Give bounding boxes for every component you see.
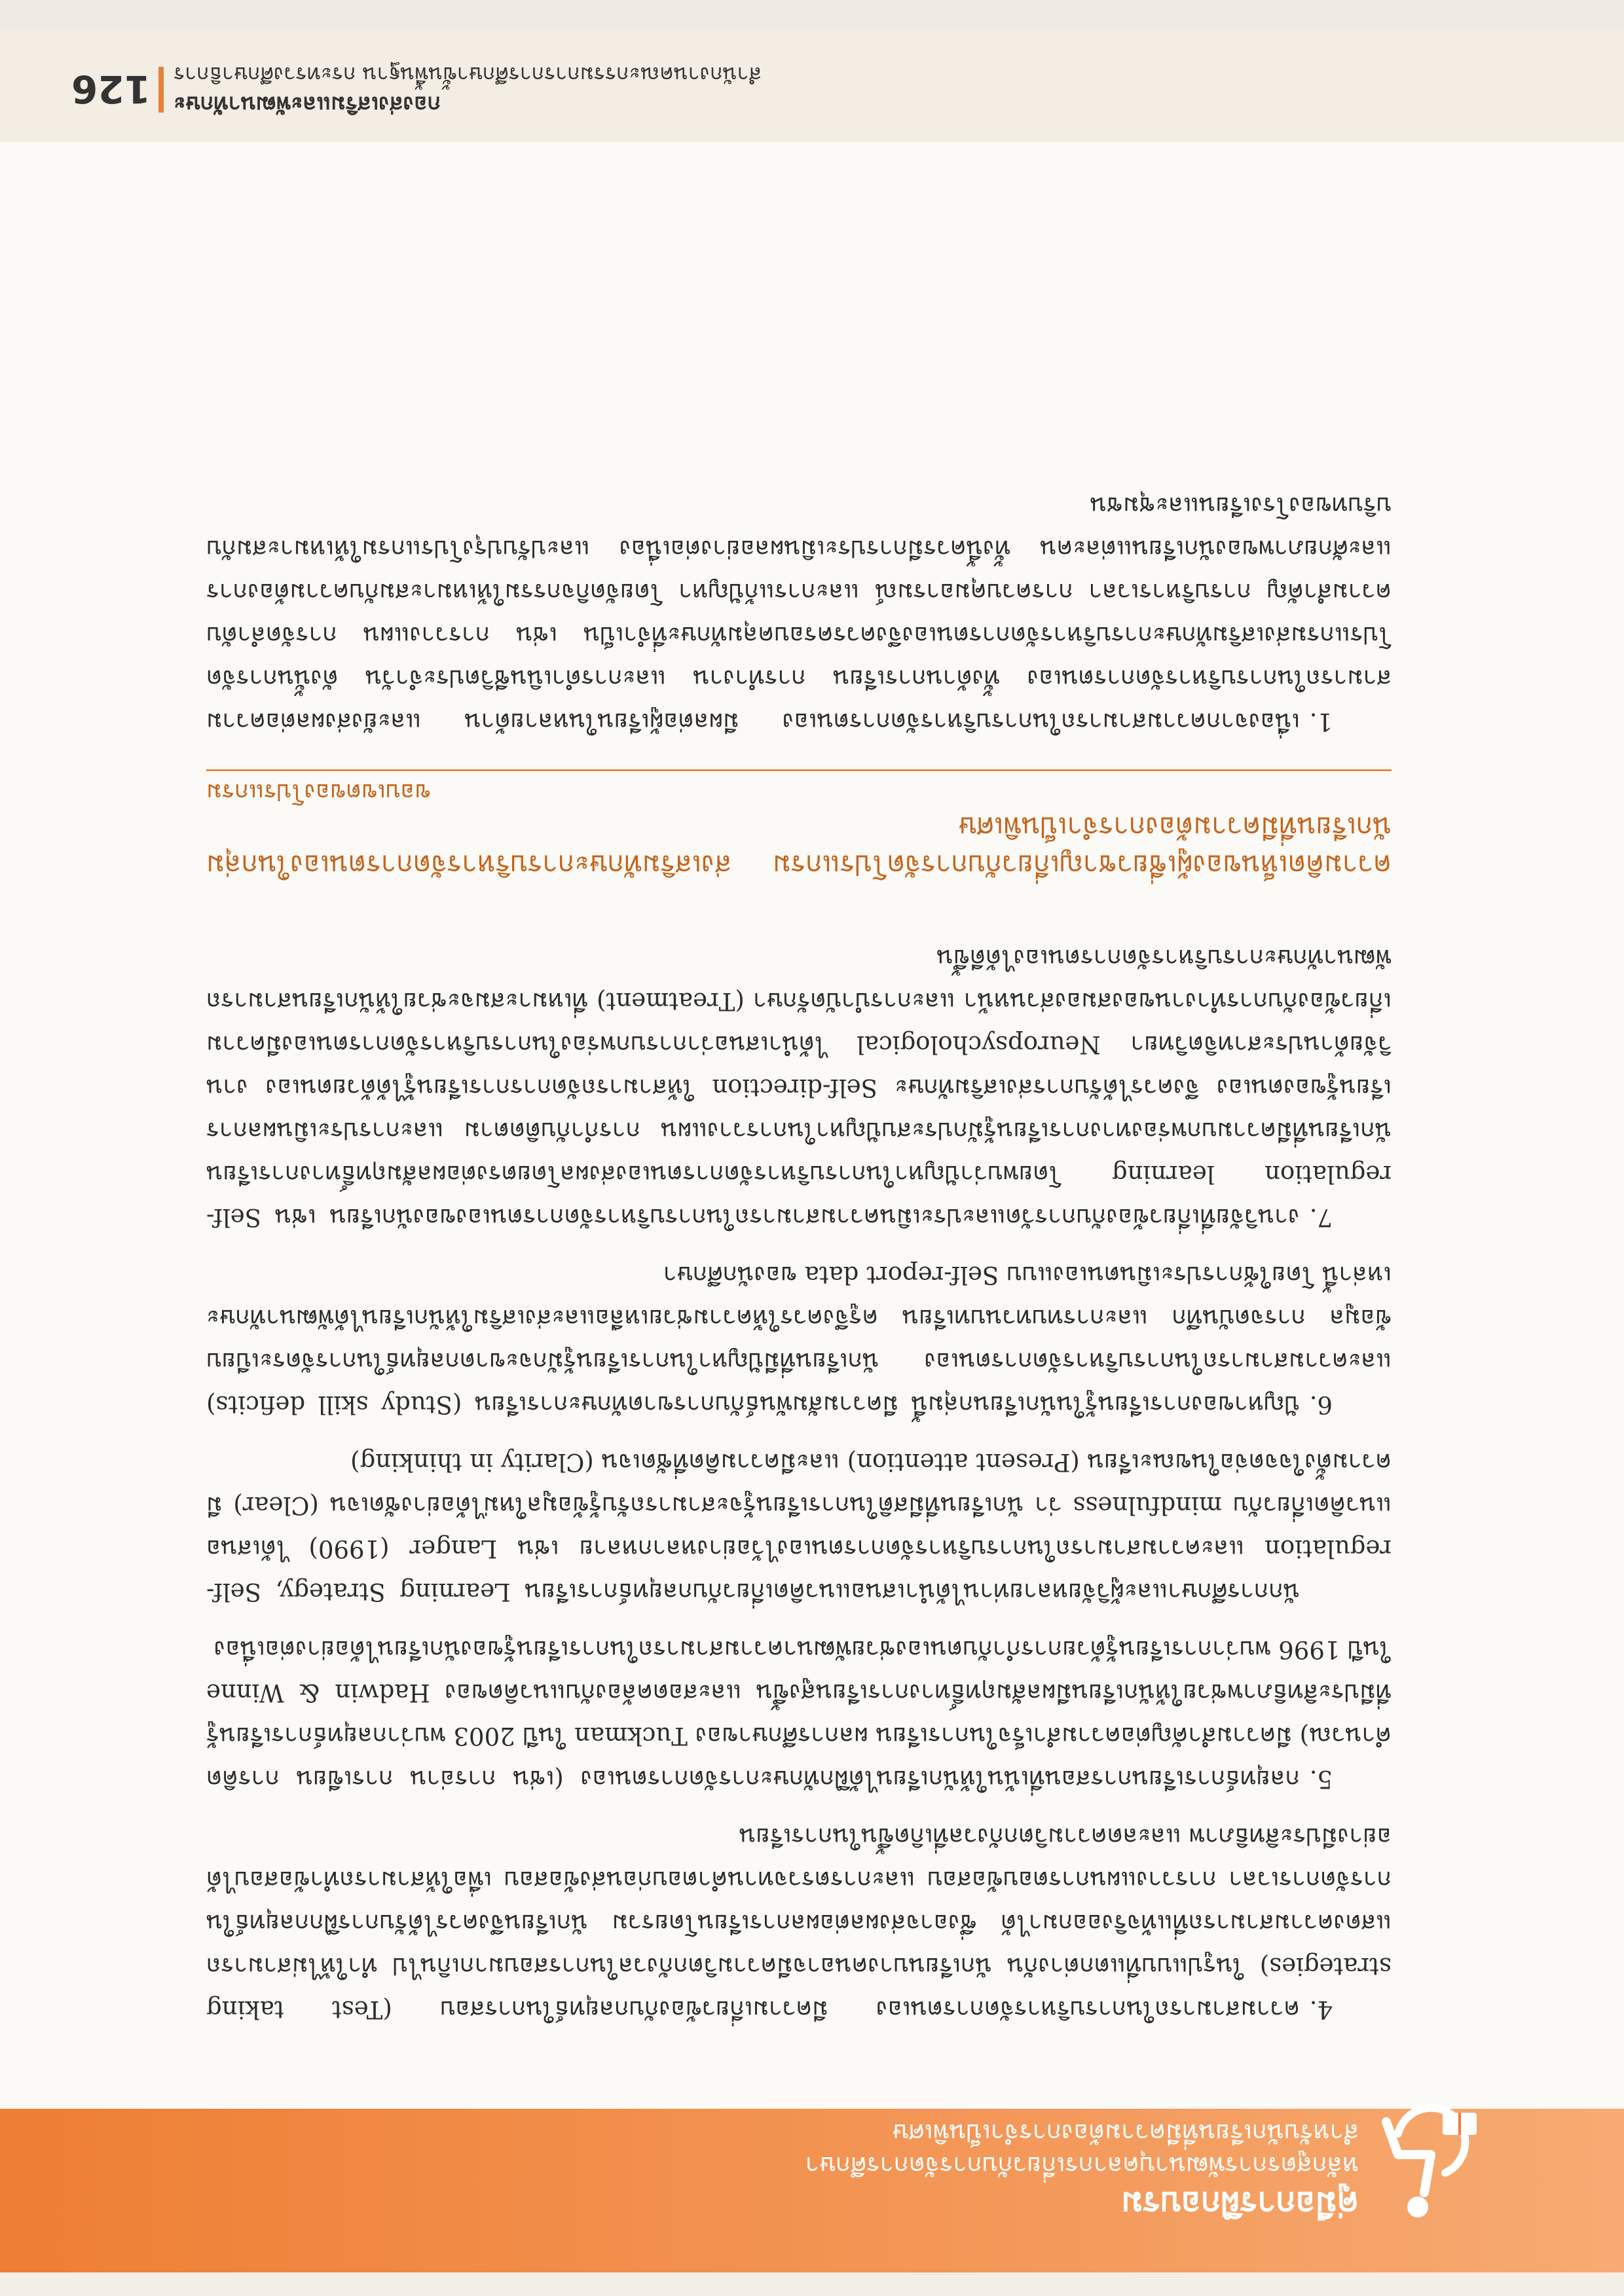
- paragraph-number: 7.: [1309, 1203, 1333, 1231]
- footer-divider: [158, 67, 164, 113]
- paragraph-number: 1.: [1309, 708, 1333, 736]
- paragraph: [206, 1815, 1392, 2031]
- paragraph: [206, 1253, 1392, 1426]
- paragraph-number: 4.: [1309, 1995, 1333, 2024]
- paragraph-text: ความสามารถในการบริหารจัดการตนเอง มีความเกี่ยวข้องกับกลยุทธ์ในการสอบ (Test taking strategies) ในรูปแบบที่แตกต่างกัน นักเรียนบางคนอาจมีความวิตกกังวลในการสอบมากเกินไป ทำให้ไม่สามารถแสดงความสามารถที่แท้จริงออกมาได้ ซึ่งอาจส่งผลต่อผลการเรียนโดยรวม นักเรียนจึงควรได้รับการฝึกกลยุทธ์ในการจัดการเวลา การวางแผนการตอบข้อสอบ และการตรวจทานคำตอบก่อนส่งข้อสอบ เพื่อให้สามารถทำข้อสอบได้อย่างมีประสิทธิภาพ และลดความวิตกกังวลที่เกิดขึ้นในการเรียน: [206, 1823, 1392, 2024]
- paragraph-text: เนื่องจากความสามารถในการบริหารจัดการตนเอง มีผลต่อผู้เรียนในหลายด้าน และยังส่งผลต่อความสามารถในการบริหารจัดการตนเอง ทั้งด้านการเรียน การทำงาน และการดำเนินชีวิตประจำวัน ดังนั้นการจัดโปรแกรมส่งเสริมทักษะการบริหารจัดการตนเองจึงควรครอบคลุมทักษะที่จำเป็น เช่น การวางแผน การจัดลำดับความสำคัญ การบริหารเวลา การควบคุมอารมณ์ และการแก้ปัญหา โดยจัดกิจกรรมให้เหมาะสมกับความต้องการและศักยภาพของนักเรียนแต่ละคน ทั้งนี้ควรมีการประเมินผลอย่างต่อเนื่อง และปรับปรุงโปรแกรมให้เหมาะสมกับบริบทของโรงเรียนและชุมชน: [206, 492, 1392, 736]
- wheelchair-book-logo-icon: [1365, 2102, 1496, 2233]
- page-number: 126: [71, 67, 151, 111]
- paragraph-number: 6.: [1309, 1391, 1333, 1419]
- paragraph-text: นักการศึกษาและผู้วิจัยหลายท่านได้นำเสนอแนวคิดเกี่ยวกับกลยุทธ์การเรียน Learning Strategy, Self-regulation และความสามารถในการบริหารจัดการตนเองไว้อย่างหลากหลาย เช่น Langer (1990) ได้เสนอแนวคิดเกี่ยวกับ mindfulness ว่า นักเรียนที่มีสติในการเรียนรู้จะสามารถรับรู้ข้อมูลใหม่ได้อย่างชัดเจน (Clear) มีความตั้งใจจดจ่อในขณะเรียน (Present attention) และมีความคิดที่ชัดเจน (Clarity in thinking): [206, 1448, 1392, 1606]
- header-text-block: [573, 2117, 1359, 2225]
- section-divider: [206, 769, 1392, 771]
- footer-text-block: [174, 60, 815, 119]
- body-text: [206, 469, 1392, 2031]
- paragraph: [206, 936, 1392, 1239]
- header-subtitle: หลักสูตรการพัฒนาบุคลากรเกี่ยวกับการจัดการศึกษา: [805, 2151, 1359, 2180]
- footer-organization: กองส่งเสริมและพัฒนาทักษะ: [174, 91, 441, 117]
- paragraph-text: กลยุทธ์การเรียนการสอนที่เน้นให้นักเรียนได้ฝึกทักษะการจัดการตนเอง (เช่น การอ่าน การเขียน การคิดคำนวณ) มีความสำคัญต่อความสำเร็จในการเรียน ผลการศึกษาของ Tuckman ในปี 2003 พบว่ากลยุทธ์การเรียนรู้ที่มีประสิทธิภาพช่วยให้นักเรียนมีผลสัมฤทธิ์ทางการเรียนสูงขึ้น และสอดคล้องกับแนวคิดของ Hadwin & Winne ในปี 1996 พบว่าการเรียนรู้ด้วยการกำกับตนเองช่วยพัฒนาความสามารถในการเรียนรู้ของนักเรียนได้อย่างต่อเนื่อง: [206, 1635, 1392, 1793]
- header-subtitle-2: สำหรับนักเรียนที่มีความต้องการจำเป็นพิเศษ: [892, 2119, 1359, 2147]
- paragraph: [206, 1440, 1392, 1613]
- paragraph-text: งานวิจัยที่เกี่ยวข้องกับการวัดและประเมินความสามารถในการบริหารจัดการตนเองของนักเรียน เช่น Self-regulation learning โดยพบว่าปัญหาในการบริหารจัดการตนเองส่งผลโดยตรงต่อผลสัมฤทธิ์ทางการเรียน นักเรียนที่มีความบกพร่องทางการเรียนรู้มักประสบปัญหาในการวางแผน การกำกับติดตาม และการประเมินผลการเรียนรู้ของตนเอง จึงควรได้รับการส่งเสริมทักษะ Self-direction ให้สามารถจัดการการเรียนรู้ได้ด้วยตนเอง งานวิจัยด้านประสาทจิตวิทยา Neuropsychological ได้นำเสนอว่าการบกพร่องในการบริหารจัดการตนเองมีความเกี่ยวข้องกับการทำงานของสมองส่วนหน้า และการบำบัดรักษา (Treatment) ที่เหมาะสมจะช่วยให้นักเรียนสามารถพัฒนาทักษะการบริหารจัดการตนเองได้ดีขึ้น: [206, 944, 1392, 1231]
- section-title: ความคิดเห็นของผู้เชี่ยวชาญเกี่ยวกับการจัดโปรแกรม ส่งเสริมทักษะการบริหารจัดการตนเองในกลุ่มนักเรียนที่มีความต้องการจำเป็นพิเศษ: [206, 811, 1392, 881]
- paragraph: [206, 484, 1392, 743]
- section-subtitle: ขอบเขตของโปรแกรม: [206, 778, 431, 805]
- paragraph-number: 5.: [1309, 1765, 1333, 1793]
- header-title: คู่มือการฝึกอบรม: [1121, 2185, 1359, 2223]
- paragraph: [206, 1628, 1392, 1800]
- bottom-strip: [0, 0, 1624, 31]
- top-strip: [0, 2272, 1624, 2296]
- header-band: [0, 2109, 1624, 2272]
- footer-ministry: สำนักงานคณะกรรมการการศึกษาขั้นพื้นฐาน กระทรวงศึกษาธิการ: [174, 62, 762, 87]
- paragraph-text: ปัญหาของการเรียนรู้ในนักเรียนกลุ่มนี้ มีความสัมพันธ์กับการขาดทักษะการเรียน (Study skill deficits) และความสามารถในการบริหารจัดการตนเอง นักเรียนที่มีปัญหาในการเรียนรู้มักจะขาดกลยุทธ์ในการจัดระเบียบข้อมูล การจดบันทึก และการทบทวนบทเรียน ครูจึงควรให้ความช่วยเหลือและส่งเสริมให้นักเรียนได้พัฒนาทักษะเหล่านี้ โดยใช้การประเมินตนเองแบบ Self-report data ของนักศึกษา: [206, 1261, 1392, 1419]
